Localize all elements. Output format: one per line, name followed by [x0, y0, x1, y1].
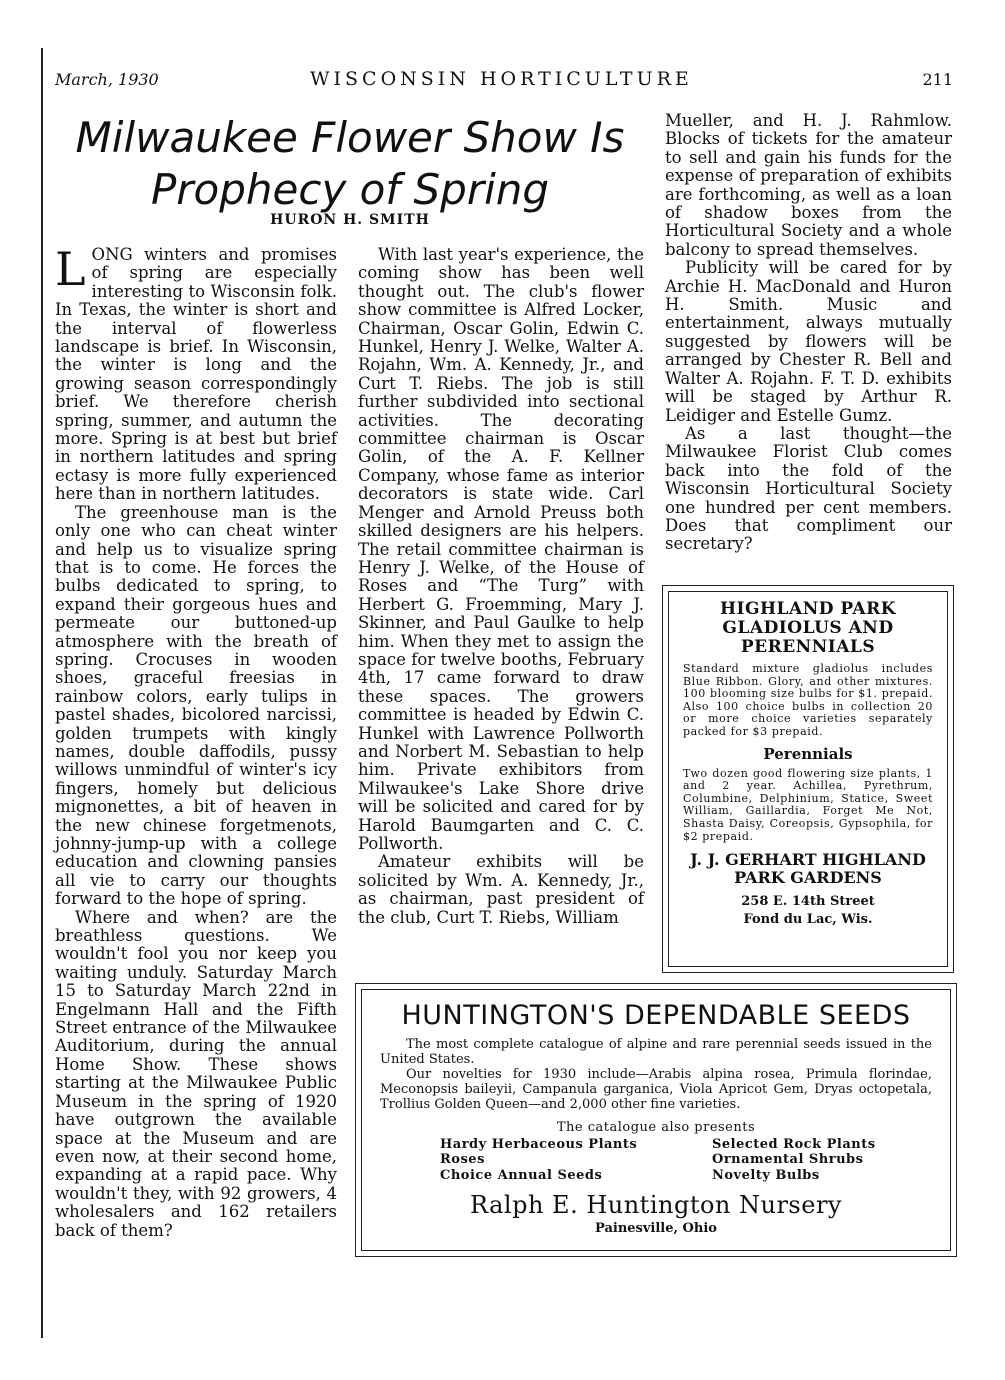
- paragraph: Amateur exhibits will be solicited by Wm. A. Kennedy, Jr., as chairman, past president of the club, Curt T. Riebs, William: [358, 852, 644, 927]
- ad-list-right: [712, 1137, 876, 1183]
- ad-title: HIGHLAND PARK GLADIOLUS AND PERENNIALS: [719, 599, 897, 657]
- ad-perennials-text: Two dozen good flowering size plants, 1 and 2 year. Achillea, Pyrethrum, Columbine, Delphinium, Statice, Sweet William, Gaillardia, Forget Me Not, Shasta Daisy, Coreopsis, Gypsophila, for $2 prepaid.: [683, 766, 933, 843]
- ad-firm-name: J. J. GERHART HIGHLAND PARK GARDENS: [690, 850, 926, 888]
- page-number: 211: [922, 70, 953, 89]
- article-column-2: [358, 246, 644, 927]
- paragraph: The greenhouse man is the only one who can cheat winter and help us to visualize spring that is to come. He forces the bulbs dedicated to spring, to expand their gorgeous hues and permeate our buttoned-up atmosphere with the breath of spring. Crocuses in wooden shoes, graceful freesias in rainbow colors, early tulips in pastel shades, bicolored narcissi, golden trumpets with kingly names, double daffodils, pussy willows unmindful of winter's icy fingers, homely but delicious mignonettes, a bit of heaven in the new chinese forgetmenots, johnny-jump-up with a college education and clowning pansies all vie to carry our thoughts forward to the hope of spring.: [55, 502, 337, 909]
- paragraph-text: ONG winters and promises of spring are especially interesting to Wisconsin folk. In Texas, the winter is short and the interval of flowerless landscape is brief. In Wisconsin, the winter is long and the growing season correspondingly brief. We therefore cherish spring, summer, and autumn the more. Spring is at best but brief in northern latitudes and spring ectasy is more fully experienced here than in northern latitudes.: [55, 245, 337, 504]
- paragraph: Where and when? are the breathless questions. We wouldn't fool you nor keep you waiting unduly. Saturday March 15 to Saturday March 22nd in Engelmann Hall and the Fifth Street entrance of the Milwaukee Auditorium, during the annual Home Show. These shows starting at the Milwaukee Public Museum in the spring of 1920 have outgrown the available space at the Museum and are even now, at their second home, expanding at a rapid pace. Why wouldn't they, with 92 growers, 4 wholesalers and 162 retailers back of them?: [55, 907, 337, 1240]
- drop-cap: L: [55, 242, 86, 296]
- ad-street: 258 E. 14th Street: [741, 894, 875, 910]
- huntington-advertisement: [355, 983, 957, 1257]
- gerhart-advertisement: [662, 585, 954, 973]
- ad-firm-name: Ralph E. Huntington Nursery: [470, 1191, 842, 1219]
- magazine-title: WISCONSIN HORTICULTURE: [310, 68, 693, 90]
- paragraph: Publicity will be cared for by Archie H. MacDonald and Huron H. Smith. Music and entertainment, always mutually suggested by flowers will be arranged by Chester R. Bell and Walter A. Rojahn. F. T. D. exhibits will be staged by Arthur R. Leidiger and Estelle Gumz.: [665, 258, 952, 425]
- issue-date: March, 1930: [55, 70, 159, 89]
- ad-intro-text: The most complete catalogue of alpine and rare perennial seeds issued in the United States.: [380, 1037, 932, 1067]
- byline: HURON H. SMITH: [270, 212, 430, 228]
- ad-inner-frame: [668, 591, 948, 967]
- ad-gladiolus-text: Standard mixture gladiolus includes Blue Ribbon. Glory, and other mixtures. 100 blooming size bulbs for $1. prepaid. Also 100 choice bulbs in collection 20 or more choice varieties separately packed for $3 prepaid.: [683, 662, 933, 738]
- list-item: Selected Rock Plants: [712, 1137, 876, 1152]
- paragraph: [55, 242, 337, 504]
- article-column-3: [665, 112, 952, 554]
- running-head: [55, 70, 953, 96]
- paragraph: Mueller, and H. J. Rahmlow. Blocks of tickets for the amateur to sell and gain his funds for the expense of preparation of exhibits are forthcoming, as well as a loan of shadow boxes from the Horticultural Society and a whole balcony to spread themselves.: [665, 111, 952, 259]
- ad-inner-frame: [361, 989, 951, 1251]
- ad-list-intro: The catalogue also presents: [556, 1120, 756, 1135]
- headline-line-1: Milwaukee Flower Show Is: [75, 113, 625, 162]
- ad-city: Fond du Lac, Wis.: [743, 912, 873, 928]
- paragraph: With last year's experience, the coming show has been well thought out. The club's flower show committee is Alfred Locker, Chairman, Oscar Golin, Edwin C. Hunkel, Henry J. Welke, Walter A. Rojahn, Wm. A. Kennedy, Jr., and Curt T. Riebs. The job is still further subdivided into sectional activities. The decorating committee chairman is Oscar Golin, of the A. F. Kellner Company, whose fame as interior decorators is state wide. Carl Menger and Arnold Preuss both skilled designers are his helpers. The retail committee chairman is Henry J. Welke, of the House of Roses and “The Turg” with Herbert G. Froemming, Mary J. Skinner, and Paul Gaulke to help him. When they met to assign the space for twelve booths, February 4th, 17 came forward to draw these spaces. The growers committee is headed by Edwin C. Hunkel with Lawrence Pollworth and Norbert M. Sebastian to help him. Private exhibitors from Milwaukee's Lake Shore drive will be solicited and cared for by Harold Baumgarten and C. C. Pollworth.: [358, 245, 644, 853]
- list-item: Choice Annual Seeds: [440, 1167, 603, 1183]
- ad-title: HUNTINGTON'S DEPENDABLE SEEDS: [401, 1000, 911, 1031]
- article-column-1: [55, 242, 337, 1240]
- list-item: Ornamental Shrubs: [712, 1152, 864, 1168]
- headline-line-2: Prophecy of Spring: [150, 165, 550, 214]
- paragraph: As a last thought—the Milwaukee Florist Club comes back into the fold of the Wisconsin Horticultural Society one hundred per cent members. Does that compliment our secretary?: [665, 423, 952, 554]
- page-edge-rule: [41, 48, 43, 1338]
- ad-novelties-text: Our novelties for 1930 include—Arabis alpina rosea, Primula florindae, Meconopsis baileyii, Campanula garganica, Viola Apricot Gem, Dryas octopetala, Trollius Golden Queen—and 2,000 other fine varieties.: [380, 1067, 932, 1112]
- list-item: Novelty Bulbs: [712, 1167, 820, 1183]
- ad-list-left: [440, 1137, 637, 1183]
- ad-subhead: Perennials: [763, 744, 853, 763]
- ad-catalogue-list: [362, 1137, 950, 1185]
- ad-address: Painesville, Ohio: [595, 1221, 717, 1236]
- list-item: Hardy Herbaceous Plants: [440, 1137, 638, 1152]
- list-item: Roses: [440, 1152, 485, 1168]
- article-headline: [60, 112, 640, 216]
